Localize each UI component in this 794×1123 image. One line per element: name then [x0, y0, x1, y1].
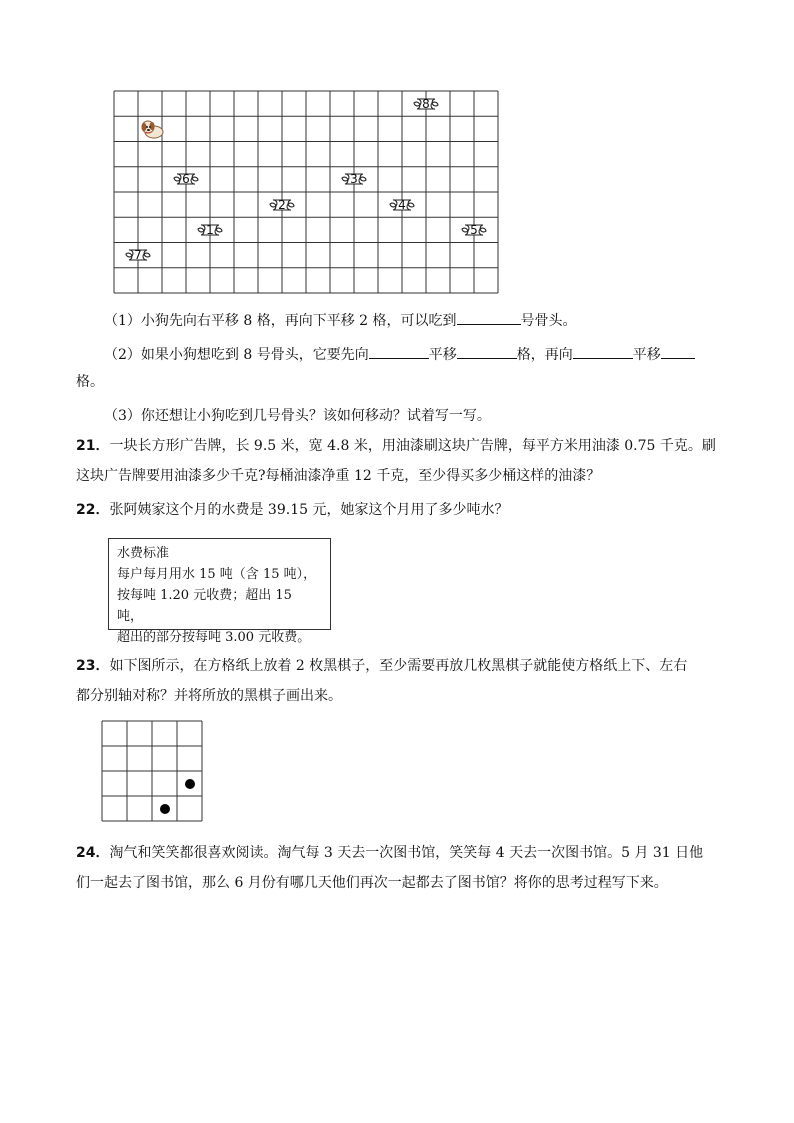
answer-blank[interactable] — [457, 310, 521, 325]
bone-7 — [122, 246, 154, 264]
q24-text: 淘气和笑笑都很喜欢阅读。淘气每 3 天去一次图书馆，笑笑每 4 天去一次图书馆。5 月 31 日他 — [109, 845, 704, 861]
bone-3 — [338, 170, 370, 188]
q21-line1 — [76, 436, 716, 456]
bone-number: 3 — [350, 172, 358, 187]
grid-lines — [114, 91, 500, 295]
water-rate-title: 水费标准 — [117, 546, 170, 561]
chess-grid — [102, 721, 202, 821]
bone-number: 7 — [134, 248, 142, 263]
black-chess-piece — [185, 779, 195, 789]
q20-sub2-cont: 格。 — [76, 374, 104, 390]
black-chess-piece — [160, 804, 170, 814]
answer-blank[interactable] — [369, 344, 429, 359]
bone-6 — [170, 170, 202, 188]
bone-4 — [386, 196, 418, 214]
q24-line1 — [76, 843, 703, 863]
bone-1 — [194, 221, 226, 239]
q20-sub2-text-c: 格，再向 — [516, 347, 573, 363]
q20-sub2-text-a: （2）如果小狗想吃到 8 号骨头，它要先向 — [104, 347, 369, 363]
water-rate-box — [108, 538, 331, 645]
water-rate-line: 每户每月用水 15 吨（含 15 吨）， — [117, 567, 317, 582]
chess-grid-lines — [102, 721, 204, 823]
q22-line1 — [76, 500, 508, 520]
answer-blank[interactable] — [573, 344, 633, 359]
bone-8 — [410, 95, 442, 113]
q20-sub2-text-b: 平移 — [428, 347, 457, 363]
q24-number: 24． — [76, 845, 110, 861]
bone-number: 5 — [470, 222, 478, 237]
q20-sub3: （3）你还想让小狗吃到几号骨头？该如何移动？试着写一写。 — [104, 408, 491, 424]
q21-text: 一块长方形广告牌，长 9.5 米，宽 4.8 米，用油漆刷这块广告牌，每平方米用油漆 0.75 千克。刷 — [109, 438, 716, 454]
bone-number: 8 — [422, 96, 430, 111]
q22-number: 22． — [76, 502, 110, 518]
q20-sub2 — [104, 344, 695, 365]
water-rate-line: 超出的部分按每吨 3.00 元收费。 — [117, 630, 311, 645]
q23-line1 — [76, 656, 687, 676]
q23-number: 23． — [76, 658, 110, 674]
q23-text: 如下图所示，在方格纸上放着 2 枚黑棋子，至少需要再放几枚黑棋子就能使方格纸上下、左右 — [109, 658, 688, 674]
answer-blank[interactable] — [457, 344, 517, 359]
bone-2 — [266, 196, 298, 214]
answer-blank[interactable] — [661, 344, 695, 359]
q23-line2: 都分别轴对称？并将所放的黑棋子画出来。 — [76, 688, 342, 704]
bone-5 — [458, 221, 490, 239]
bone-number: 1 — [206, 222, 214, 237]
q20-sub2-text-d: 平移 — [632, 347, 661, 363]
q20-sub1-end: 号骨头。 — [520, 313, 577, 329]
dog-bone-grid — [114, 91, 498, 293]
water-rate-line: 按每吨 1.20 元收费；超出 15 吨， — [117, 588, 292, 624]
q20-sub1 — [104, 310, 577, 331]
dog-icon — [139, 118, 165, 144]
bone-number: 6 — [182, 172, 190, 187]
q20-sub1-text: （1）小狗先向右平移 8 格，再向下平移 2 格，可以吃到 — [104, 313, 457, 329]
q21-line2: 这块广告牌要用油漆多少千克?每桶油漆净重 12 千克，至少得买多少桶这样的油漆？ — [76, 468, 601, 484]
q21-number: 21． — [76, 438, 110, 454]
q24-line2: 们一起去了图书馆，那么 6 月份有哪几天他们再次一起都去了图书馆？将你的思考过程写下来。 — [76, 875, 668, 891]
bone-number: 2 — [278, 197, 286, 212]
q22-text: 张阿姨家这个月的水费是 39.15 元，她家这个月用了多少吨水？ — [109, 502, 509, 518]
bone-number: 4 — [398, 197, 406, 212]
